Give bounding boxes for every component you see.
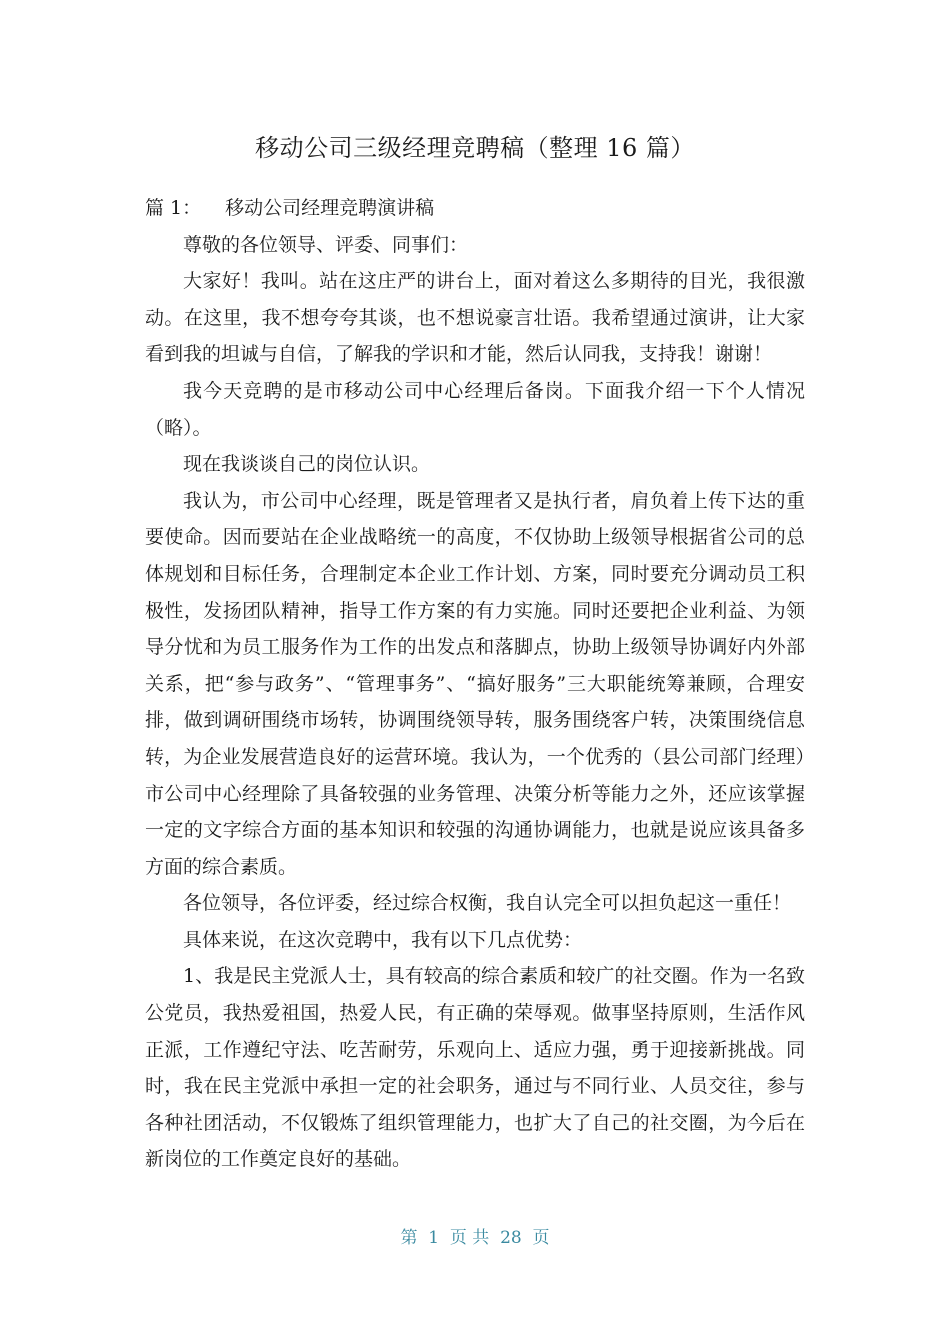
paragraph-position: 我今天竞聘的是市移动公司中心经理后备岗。下面我介绍一下个人情况（略）。 [145,379,805,439]
section-heading [145,190,805,227]
paragraph-salutation: 尊敬的各位领导、评委、同事们： [183,233,469,256]
paragraph-role-understanding: 我认为，市公司中心经理，既是管理者又是执行者，肩负着上传下达的重要使命。因而要站在企业战略统一的高度，不仅协助上级领导根据省公司的总体规划和目标任务，合理制定本企业工作计划、方案，同时要充分调动员工积极性，发扬团队精神，指导工作方案的有力实施。同时还要把企业利益、为领导分忧和为员工服务作为工作的出发点和落脚点，协助上级领导协调好内外部关系，把“参与政务”、“管理事务”、“搞好服务”三大职能统筹兼顾，合理安排，做到调研围绕市场转，协调围绕领导转，服务围绕客户转，决策围绕信息转，为企业发展营造良好的运营环境。我认为，一个优秀的（县公司部门经理）市公司中心经理除了具备较强的业务管理、决策分析等能力之外，还应该掌握一定的文字综合方面的基本知识和较强的沟通协调能力，也就是说应该具备多方面的综合素质。 [145,489,805,878]
paragraph-topic: 现在我谈谈自己的岗位认识。 [183,453,431,476]
document-title: 移动公司三级经理竞聘稿（整理 16 篇） [255,134,695,162]
paragraph-confidence: 各位领导，各位评委，经过综合权衡，我自认完全可以担负起这一重任！ [183,892,792,915]
document-body [145,190,805,1178]
section-title: 移动公司经理竞聘演讲稿 [225,197,435,219]
paragraph-advantage-1: 1、我是民主党派人士，具有较高的综合素质和较广的社交圈。作为一名致公党员，我热爱祖国，热爱人民，有正确的荣辱观。做事坚持原则，生活作风正派，工作遵纪守法、吃苦耐劳，乐观向上、适应力强，勇于迎接新挑战。同时，我在民主党派中承担一定的社会职务，通过与不同行业、人员交往，参与各种社团活动，不仅锻炼了组织管理能力，也扩大了自己的社交圈，为今后在新岗位的工作奠定良好的基础。 [145,965,805,1171]
paragraph-advantages-intro: 具体来说，在这次竞聘中，我有以下几点优势： [183,928,583,951]
section-label: 篇 1： [145,197,202,219]
page-footer: 第 1 页 共 28 页 [400,1228,550,1248]
paragraph-greeting: 大家好！我叫。站在这庄严的讲台上，面对着这么多期待的目光，我很激动。在这里，我不想夸夸其谈，也不想说豪言壮语。我希望通过演讲，让大家看到我的坦诚与自信，了解我的学识和才能，然后认同我，支持我！谢谢！ [145,270,805,366]
